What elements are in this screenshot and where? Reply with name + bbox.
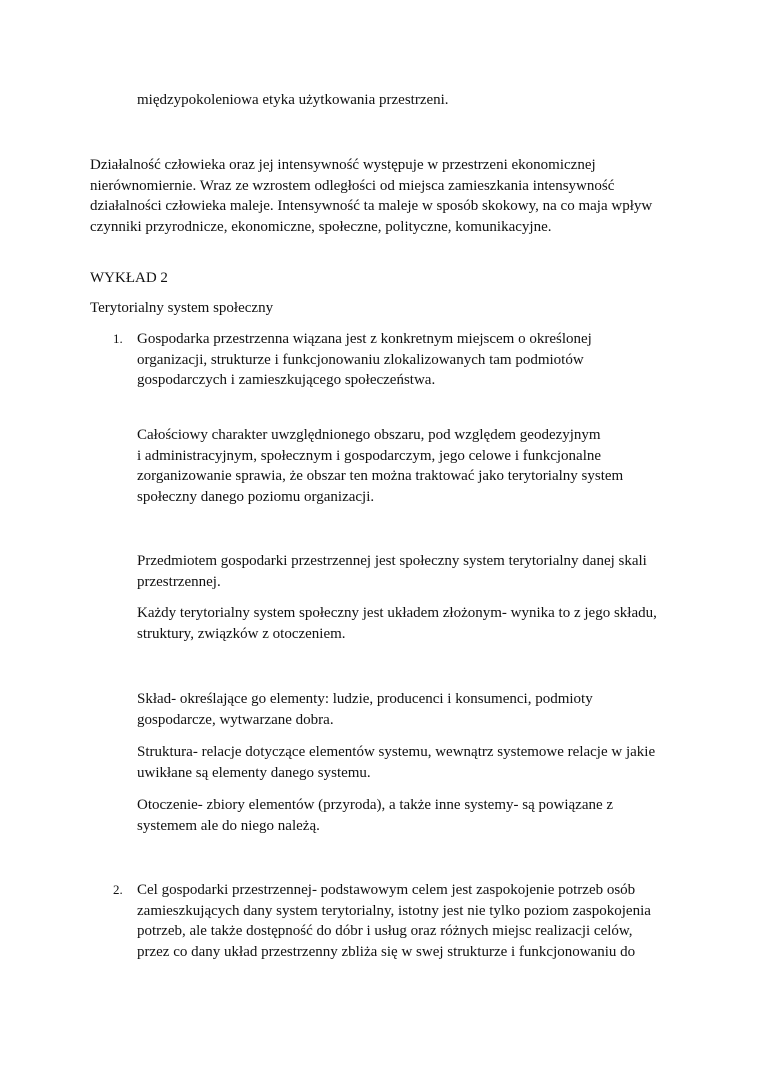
- text-line: międzypokoleniowa etyka użytkowania przestrzeni.: [137, 92, 449, 108]
- text-line: nierównomiernie. Wraz ze wzrostem odległości od miejsca zamieszkania intensywność: [90, 177, 615, 194]
- text-line: zamieszkujących dany system terytorialny, istotny jest nie tylko poziom zaspokojenia: [137, 902, 651, 919]
- text-line: systemem ale do niego należą.: [137, 817, 320, 834]
- text-line: Każdy terytorialny system społeczny jest układem złożonym- wynika to z jego składu,: [137, 605, 657, 621]
- list-item-1-paragraph-3: [137, 551, 647, 592]
- list-item-1-paragraph-5: [137, 689, 593, 730]
- list-item-number: 2.: [113, 882, 123, 897]
- list-item-1-paragraph-2: [137, 425, 623, 507]
- text-line: gospodarcze, wytwarzane dobra.: [137, 711, 334, 728]
- text-line: przestrzennej.: [137, 573, 221, 590]
- list-item-1-paragraph-1: [137, 329, 592, 391]
- text-line: przez co dany układ przestrzenny zbliża się w swej strukturze i funkcjonowaniu do: [137, 943, 636, 960]
- intro-line: [137, 90, 449, 111]
- list-item-1-paragraph-7: [137, 795, 613, 836]
- list-item-2-paragraph-1: [137, 880, 651, 962]
- lecture-heading-text: WYKŁAD 2: [90, 270, 168, 286]
- text-line: Gospodarka przestrzenna wiązana jest z konkretnym miejscem o określonej: [137, 331, 592, 347]
- text-line: czynniki przyrodnicze, ekonomiczne, społeczne, polityczne, komunikacyjne.: [90, 218, 552, 235]
- text-line: potrzeb, ale także dostępność do dóbr i usług oraz różnych miejsc realizacji celów,: [137, 923, 633, 939]
- text-line: społeczny danego poziomu organizacji.: [137, 488, 375, 505]
- text-line: i administracyjnym, społecznym i gospodarczym, jego celowe i funkcjonalne: [137, 447, 602, 464]
- section-title-text: Terytorialny system społeczny: [90, 300, 274, 316]
- list-item-1-paragraph-4: [137, 603, 657, 644]
- list-item-1-paragraph-6: [137, 742, 655, 783]
- text-line: gospodarczych i zamieszkującego społeczeństwa.: [137, 372, 436, 388]
- list-item-number: 1.: [113, 331, 123, 346]
- text-line: organizacji, strukturze i funkcjonowaniu zlokalizowanych tam podmiotów: [137, 351, 584, 368]
- text-line: Cel gospodarki przestrzennej- podstawowym celem jest zaspokojenie potrzeb osób: [137, 882, 636, 898]
- text-line: Przedmiotem gospodarki przestrzennej jest społeczny system terytorialny danej skali: [137, 553, 647, 569]
- text-line: działalności człowieka maleje. Intensywność ta maleje w sposób skokowy, na co maja wpływ: [90, 198, 653, 214]
- text-line: Skład- określające go elementy: ludzie, producenci i konsumenci, podmioty: [137, 691, 593, 707]
- text-line: zorganizowanie sprawia, że obszar ten można traktować jako terytorialny system: [137, 468, 624, 484]
- activity-paragraph: [90, 155, 652, 237]
- text-line: Otoczenie- zbiory elementów (przyroda), a także inne systemy- są powiązane z: [137, 797, 614, 813]
- text-line: uwikłane są elementy danego systemu.: [137, 764, 371, 781]
- text-line: struktury, związków z otoczeniem.: [137, 625, 346, 642]
- text-line: Struktura- relacje dotyczące elementów systemu, wewnątrz systemowe relacje w jakie: [137, 744, 656, 760]
- text-line: Działalność człowieka oraz jej intensywność występuje w przestrzeni ekonomicznej: [90, 157, 596, 173]
- lecture-heading: [90, 268, 168, 289]
- text-line: Całościowy charakter uwzględnionego obszaru, pod względem geodezyjnym: [137, 427, 601, 443]
- section-title: [90, 298, 273, 319]
